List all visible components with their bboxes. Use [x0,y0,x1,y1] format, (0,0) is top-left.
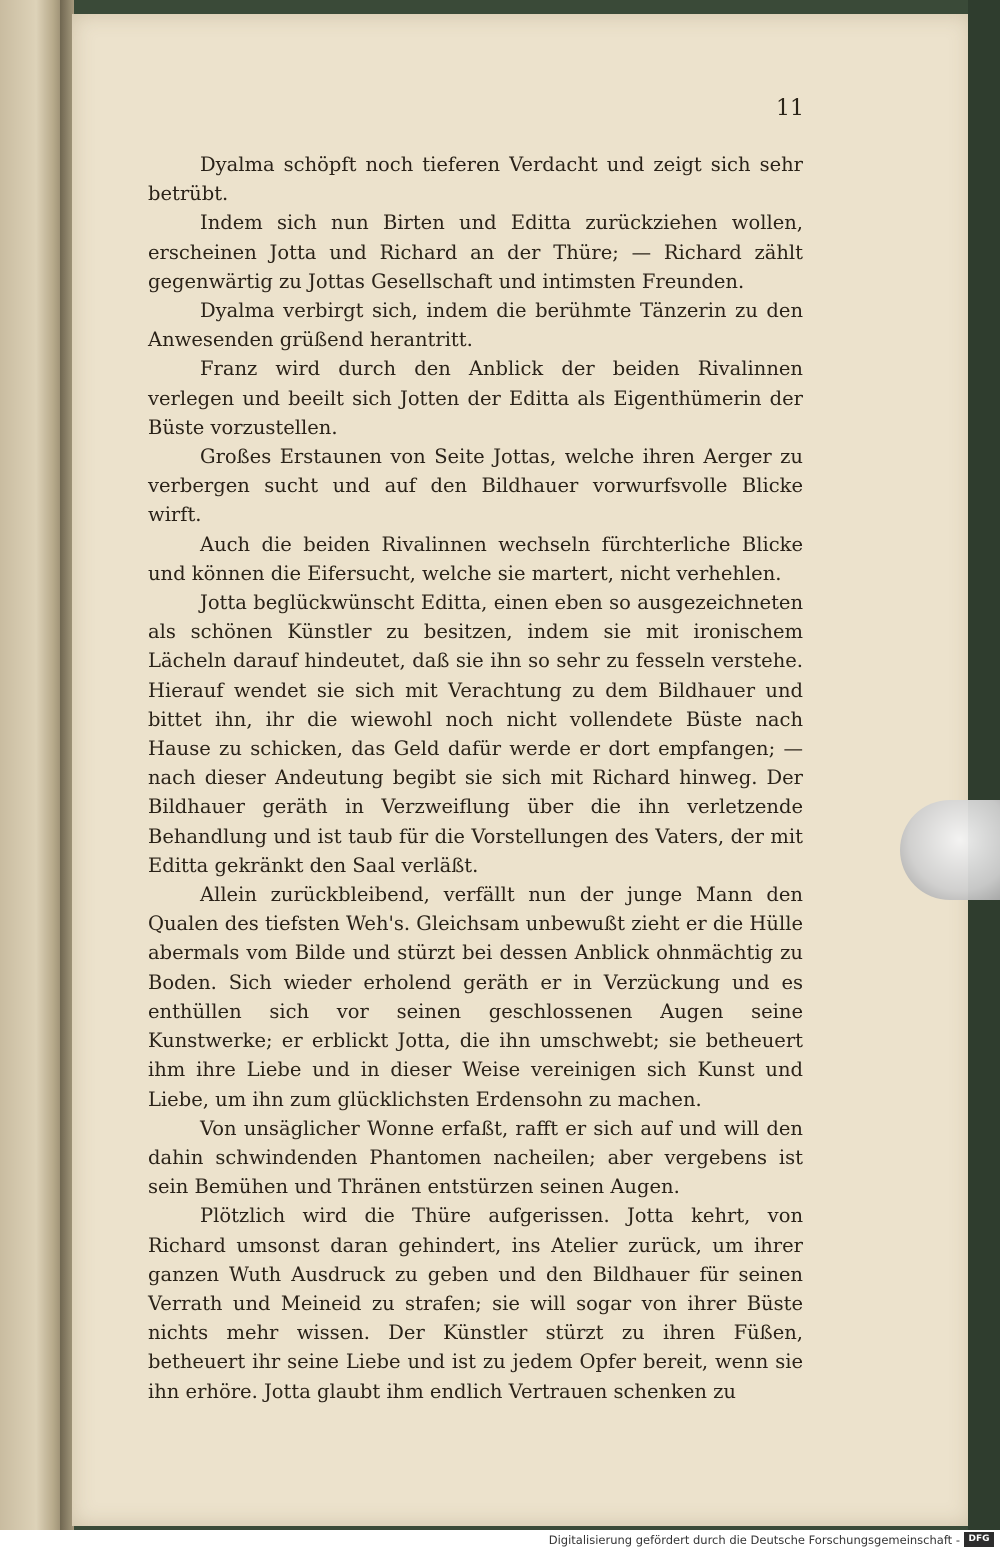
paragraph: Großes Erstaunen von Seite Jottas, welche ihren Aerger zu verbergen sucht und auf den Bildhauer vorwurfsvolle Blicke wirft. [148,445,803,527]
page-number: 11 [776,96,804,121]
left-page-edge [0,0,66,1530]
paragraph: Von unsäglicher Wonne erfaßt, rafft er sich auf und will den dahin schwindenden Phantomen nacheilen; aber vergebens ist sein Bemühen und Thränen entstürzen seinen Augen. [148,1116,803,1199]
paragraph: Franz wird durch den Anblick der beiden Rivalinnen verlegen und beeilt sich Jotten der Editta als Eigenthümerin der Büste vorzustellen. [148,357,803,439]
body-text [148,150,803,1406]
paragraph: Auch die beiden Rivalinnen wechseln fürchterliche Blicke und können die Eifersucht, welche sie martert, nicht verhehlen. [148,532,803,585]
paragraph: Dyalma verbirgt sich, indem die berühmte Tänzerin zu den Anwesenden grüßend herantritt. [148,299,803,352]
paragraph: Jotta beglückwünscht Editta, einen eben so ausgezeichneten als schönen Künstler zu besitzen, indem sie mit ironischem Lächeln darauf hindeutet, daß sie ihn so sehr zu fesseln verstehe. Hierauf wendet sie sich mit Verachtung zu dem Bildhauer und bittet ihn, ihr die wiewohl noch nicht vollendete Büste nach Hause zu schicken, das Geld dafür werde er dort empfangen; — nach dieser Andeutung begibt sie sich mit Richard hinweg. Der Bildhauer geräth in Verzweiflung über die ihn verletzende Behandlung und ist taub für die Vorstellungen des Vaters, der mit Editta gekränkt den Saal verläßt. [148,591,803,877]
page-clip [900,800,1000,900]
digitization-footer [0,1530,1000,1550]
paragraph: Indem sich nun Birten und Editta zurückziehen wollen, erscheinen Jotta und Richard an der Thüre; — Richard zählt gegenwärtig zu Jottas Gesellschaft und intimsten Freunden. [148,211,803,293]
paragraph: Allein zurückbleibend, verfällt nun der junge Mann den Qualen des tiefsten Weh's. Gleichsam unbewußt zieht er die Hülle abermals vom Bilde und stürzt bei dessen Anblick ohnmächtig zu Boden. Sich wieder erholend geräth er in Verzückung und es enthüllen sich vor seinen geschlossenen Augen seine Kunstwerke; er erblickt Jotta, die ihn umschwebt; sie betheuert ihm ihre Liebe und in dieser Weise vereinigen sich Kunst und Liebe, um ihn zum glücklichsten Erdensohn zu machen. [148,883,803,1111]
dfg-logo-icon: DFG [964,1532,994,1547]
funding-credit: Digitalisierung gefördert durch die Deutsche Forschungsgemeinschaft - [548,1533,960,1547]
paragraph: Dyalma schöpft noch tieferen Verdacht und zeigt sich sehr betrübt. [148,153,803,206]
paragraph: Plötzlich wird die Thüre aufgerissen. Jotta kehrt, von Richard umsonst daran gehindert, ins Atelier zurück, um ihrer ganzen Wuth Ausdruck zu geben und den Bildhauer für seinen Verrath und Meineid zu strafen; sie will sogar von ihrer Büste nichts mehr wissen. Der Künstler stürzt zu ihren Füßen, betheuert ihr seine Liebe und ist zu jedem Opfer bereit, wenn sie ihn erhöre. Jotta glaubt ihm endlich Vertrauen schenken zu [148,1204,803,1403]
scan-background-edge [968,0,1000,1530]
